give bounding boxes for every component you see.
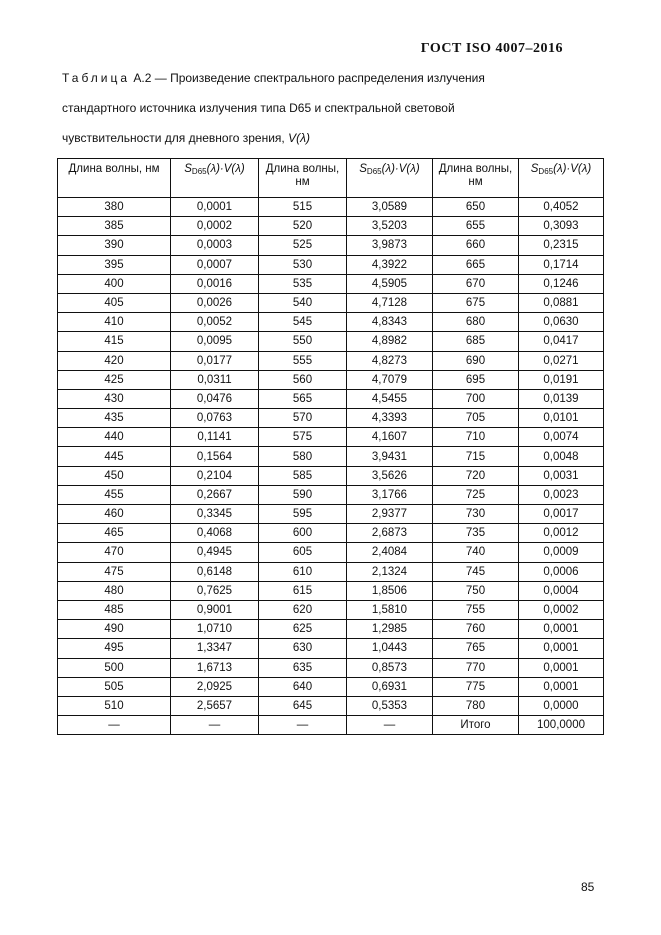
table-cell: 470 <box>58 543 171 562</box>
table-cell: 745 <box>433 562 519 581</box>
table-row <box>58 600 604 619</box>
header-product-1 <box>171 159 259 198</box>
table-cell: 0,0004 <box>519 581 604 600</box>
table-cell: 0,0139 <box>519 389 604 408</box>
table-cell: 0,9001 <box>171 600 259 619</box>
page-number: 85 <box>581 880 595 894</box>
table-cell: 500 <box>58 658 171 677</box>
table-cell: 715 <box>433 447 519 466</box>
table-cell: 550 <box>259 332 347 351</box>
table-row <box>58 409 604 428</box>
table-cell: 4,8343 <box>347 313 433 332</box>
table-cell: 0,0763 <box>171 409 259 428</box>
table-cell: 2,5657 <box>171 696 259 715</box>
table-cell: 405 <box>58 293 171 312</box>
table-cell: 480 <box>58 581 171 600</box>
table-cell: 0,0417 <box>519 332 604 351</box>
table-cell: 380 <box>58 198 171 217</box>
table-cell: 630 <box>259 639 347 658</box>
table-cell: 0,0000 <box>519 696 604 715</box>
header-product-3 <box>519 159 604 198</box>
table-cell: 385 <box>58 217 171 236</box>
table-cell: 0,7625 <box>171 581 259 600</box>
table-cell: 0,0016 <box>171 274 259 293</box>
table-cell: 555 <box>259 351 347 370</box>
table-cell: 680 <box>433 313 519 332</box>
table-cell: 690 <box>433 351 519 370</box>
table-cell: 600 <box>259 524 347 543</box>
table-cell: 420 <box>58 351 171 370</box>
table-row <box>58 255 604 274</box>
table-cell: 100,0000 <box>519 716 604 735</box>
table-row <box>58 274 604 293</box>
table-cell: 660 <box>433 236 519 255</box>
table-cell: 710 <box>433 428 519 447</box>
header-symbol-rest: (λ)·V(λ) <box>381 163 420 175</box>
table-caption-text-1: А.2 — Произведение спектрального распределения излучения <box>133 71 485 85</box>
table-cell: 675 <box>433 293 519 312</box>
table-cell: 3,5203 <box>347 217 433 236</box>
table-cell: 565 <box>259 389 347 408</box>
table-cell: 695 <box>433 370 519 389</box>
table-cell: 4,8273 <box>347 351 433 370</box>
table-cell: 625 <box>259 620 347 639</box>
table-cell: 570 <box>259 409 347 428</box>
table-cell: 580 <box>259 447 347 466</box>
table-cell: 445 <box>58 447 171 466</box>
table-cell: 490 <box>58 620 171 639</box>
table-cell: 0,0002 <box>171 217 259 236</box>
table-cell: 0,0001 <box>519 639 604 658</box>
table-cell: 0,4052 <box>519 198 604 217</box>
table-cell: 4,8982 <box>347 332 433 351</box>
table-row <box>58 217 604 236</box>
table-cell: — <box>259 716 347 735</box>
table-cell: 0,0031 <box>519 466 604 485</box>
table-cell: 2,1324 <box>347 562 433 581</box>
table-cell: 0,0001 <box>519 658 604 677</box>
header-symbol-s: S <box>530 163 539 175</box>
table-cell: 0,0476 <box>171 389 259 408</box>
table-row <box>58 524 604 543</box>
table-row <box>58 370 604 389</box>
table-cell: 0,0101 <box>519 409 604 428</box>
table-cell: 0,0074 <box>519 428 604 447</box>
table-cell: 735 <box>433 524 519 543</box>
table-cell: — <box>347 716 433 735</box>
table-cell: 635 <box>259 658 347 677</box>
table-cell: 0,0271 <box>519 351 604 370</box>
table-cell: 780 <box>433 696 519 715</box>
table-cell: 4,5905 <box>347 274 433 293</box>
table-cell: 0,0003 <box>171 236 259 255</box>
table-cell: 595 <box>259 505 347 524</box>
table-cell: 670 <box>433 274 519 293</box>
table-caption-text-3: чувствительности для дневного зрения, <box>62 131 285 145</box>
table-caption-line-1 <box>62 70 582 86</box>
table-row <box>58 581 604 600</box>
table-cell: 665 <box>433 255 519 274</box>
table-cell: 770 <box>433 658 519 677</box>
table-cell: 575 <box>259 428 347 447</box>
header-symbol-sub: D65 <box>366 167 382 176</box>
table-cell: 495 <box>58 639 171 658</box>
table-header-row <box>58 159 604 198</box>
table-cell: 440 <box>58 428 171 447</box>
table-cell: 0,0001 <box>519 620 604 639</box>
table-cell: 0,0023 <box>519 485 604 504</box>
table-cell: 525 <box>259 236 347 255</box>
table-cell: 1,6713 <box>171 658 259 677</box>
table-cell: 755 <box>433 600 519 619</box>
table-row <box>58 677 604 696</box>
table-cell: 0,0095 <box>171 332 259 351</box>
table-cell: 460 <box>58 505 171 524</box>
table-cell: 705 <box>433 409 519 428</box>
table-cell: — <box>171 716 259 735</box>
table-cell: 585 <box>259 466 347 485</box>
table-row <box>58 198 604 217</box>
table-cell: 450 <box>58 466 171 485</box>
header-product-2 <box>347 159 433 198</box>
table-cell: 645 <box>259 696 347 715</box>
table-cell: 475 <box>58 562 171 581</box>
table-cell: 560 <box>259 370 347 389</box>
table-cell: 4,3922 <box>347 255 433 274</box>
table-cell: 4,7128 <box>347 293 433 312</box>
table-cell: 0,1246 <box>519 274 604 293</box>
table-cell: 0,0002 <box>519 600 604 619</box>
table-cell: 0,0311 <box>171 370 259 389</box>
table-cell: 655 <box>433 217 519 236</box>
header-symbol-s: S <box>184 163 192 175</box>
table-cell: 545 <box>259 313 347 332</box>
table-cell: 0,0001 <box>171 198 259 217</box>
table-cell: 3,0589 <box>347 198 433 217</box>
header-symbol-sub: D65 <box>191 167 207 176</box>
header-wavelength-3: Длина волны, нм <box>433 159 519 198</box>
table-cell: 4,1607 <box>347 428 433 447</box>
table-cell: 0,0630 <box>519 313 604 332</box>
caption-symbol: V(λ) <box>288 131 310 145</box>
table-row <box>58 716 604 735</box>
table-caption-line-2: стандартного источника излучения типа D65 и спектральной световой <box>62 101 455 115</box>
standard-header: ГОСТ ISO 4007–2016 <box>420 41 563 56</box>
header-symbol-rest: (λ)·V(λ) <box>206 163 245 175</box>
table-cell: 430 <box>58 389 171 408</box>
table-row <box>58 236 604 255</box>
table-cell: 540 <box>259 293 347 312</box>
table-label: Таблица <box>62 71 131 85</box>
table-cell: 720 <box>433 466 519 485</box>
table-cell: 0,0017 <box>519 505 604 524</box>
table-row <box>58 466 604 485</box>
table-cell: 515 <box>259 198 347 217</box>
table-row <box>58 485 604 504</box>
table-cell: 465 <box>58 524 171 543</box>
table-cell: 765 <box>433 639 519 658</box>
spectral-table <box>57 158 604 735</box>
table-row <box>58 351 604 370</box>
table-cell: 0,0026 <box>171 293 259 312</box>
table-cell: 3,9431 <box>347 447 433 466</box>
table-cell: 3,1766 <box>347 485 433 504</box>
table-cell: 410 <box>58 313 171 332</box>
table-cell: 615 <box>259 581 347 600</box>
table-cell: 2,9377 <box>347 505 433 524</box>
table-cell: 0,3345 <box>171 505 259 524</box>
table-cell: 0,8573 <box>347 658 433 677</box>
table-cell: 0,1141 <box>171 428 259 447</box>
table-cell: 0,2104 <box>171 466 259 485</box>
table-cell: 1,0443 <box>347 639 433 658</box>
table-cell: 610 <box>259 562 347 581</box>
table-cell: 0,4945 <box>171 543 259 562</box>
table-cell: 505 <box>58 677 171 696</box>
table-cell: 725 <box>433 485 519 504</box>
table-cell: 0,0012 <box>519 524 604 543</box>
table-cell: 685 <box>433 332 519 351</box>
table-row <box>58 620 604 639</box>
table-cell: 520 <box>259 217 347 236</box>
table-cell: 415 <box>58 332 171 351</box>
table-caption-line-3 <box>62 130 582 146</box>
table-cell: 0,6931 <box>347 677 433 696</box>
table-cell: 640 <box>259 677 347 696</box>
table-cell: — <box>58 716 171 735</box>
table-cell: 390 <box>58 236 171 255</box>
table-cell: 2,6873 <box>347 524 433 543</box>
table-cell: 0,0006 <box>519 562 604 581</box>
table-cell: 435 <box>58 409 171 428</box>
table-row <box>58 505 604 524</box>
table-cell: 0,1564 <box>171 447 259 466</box>
table-cell: 400 <box>58 274 171 293</box>
table-cell: 0,0001 <box>519 677 604 696</box>
table-cell: 740 <box>433 543 519 562</box>
table-cell: 395 <box>58 255 171 274</box>
table-cell: 0,1714 <box>519 255 604 274</box>
table-cell: 0,2315 <box>519 236 604 255</box>
table-cell: 0,6148 <box>171 562 259 581</box>
table-cell: 0,0052 <box>171 313 259 332</box>
table-row <box>58 696 604 715</box>
table-row <box>58 428 604 447</box>
table-cell: 425 <box>58 370 171 389</box>
table-cell: 620 <box>259 600 347 619</box>
header-wavelength-1: Длина волны, нм <box>58 159 171 198</box>
table-cell: 0,5353 <box>347 696 433 715</box>
table-cell: 650 <box>433 198 519 217</box>
table-cell: 0,0048 <box>519 447 604 466</box>
table-cell: 750 <box>433 581 519 600</box>
table-cell: 485 <box>58 600 171 619</box>
table-row <box>58 658 604 677</box>
table-cell: 4,3393 <box>347 409 433 428</box>
header-symbol-sub: D65 <box>538 167 554 176</box>
table-cell: Итого <box>433 716 519 735</box>
table-cell: 775 <box>433 677 519 696</box>
table-cell: 760 <box>433 620 519 639</box>
table-cell: 0,4068 <box>171 524 259 543</box>
table-row <box>58 332 604 351</box>
table-cell: 2,4084 <box>347 543 433 562</box>
table-cell: 3,9873 <box>347 236 433 255</box>
table-cell: 2,0925 <box>171 677 259 696</box>
table-cell: 4,7079 <box>347 370 433 389</box>
table-cell: 605 <box>259 543 347 562</box>
table-cell: 1,0710 <box>171 620 259 639</box>
table-row <box>58 389 604 408</box>
header-symbol-rest: (λ)·V(λ) <box>553 163 592 175</box>
table-cell: 730 <box>433 505 519 524</box>
table-cell: 0,0009 <box>519 543 604 562</box>
table-cell: 0,0007 <box>171 255 259 274</box>
table-cell: 535 <box>259 274 347 293</box>
table-cell: 1,3347 <box>171 639 259 658</box>
table-row <box>58 543 604 562</box>
table-cell: 4,5455 <box>347 389 433 408</box>
table-cell: 0,0177 <box>171 351 259 370</box>
table-cell: 0,2667 <box>171 485 259 504</box>
header-wavelength-2: Длина волны, нм <box>259 159 347 198</box>
table-cell: 530 <box>259 255 347 274</box>
table-row <box>58 639 604 658</box>
table-cell: 1,2985 <box>347 620 433 639</box>
table-cell: 0,0191 <box>519 370 604 389</box>
table-cell: 0,3093 <box>519 217 604 236</box>
table-cell: 455 <box>58 485 171 504</box>
table-cell: 0,0881 <box>519 293 604 312</box>
table-cell: 3,5626 <box>347 466 433 485</box>
table-row <box>58 562 604 581</box>
table-cell: 700 <box>433 389 519 408</box>
table-cell: 1,5810 <box>347 600 433 619</box>
table-row <box>58 293 604 312</box>
table-row <box>58 313 604 332</box>
table-row <box>58 447 604 466</box>
table-cell: 1,8506 <box>347 581 433 600</box>
header-symbol-s: S <box>359 163 367 175</box>
table-cell: 510 <box>58 696 171 715</box>
table-cell: 590 <box>259 485 347 504</box>
